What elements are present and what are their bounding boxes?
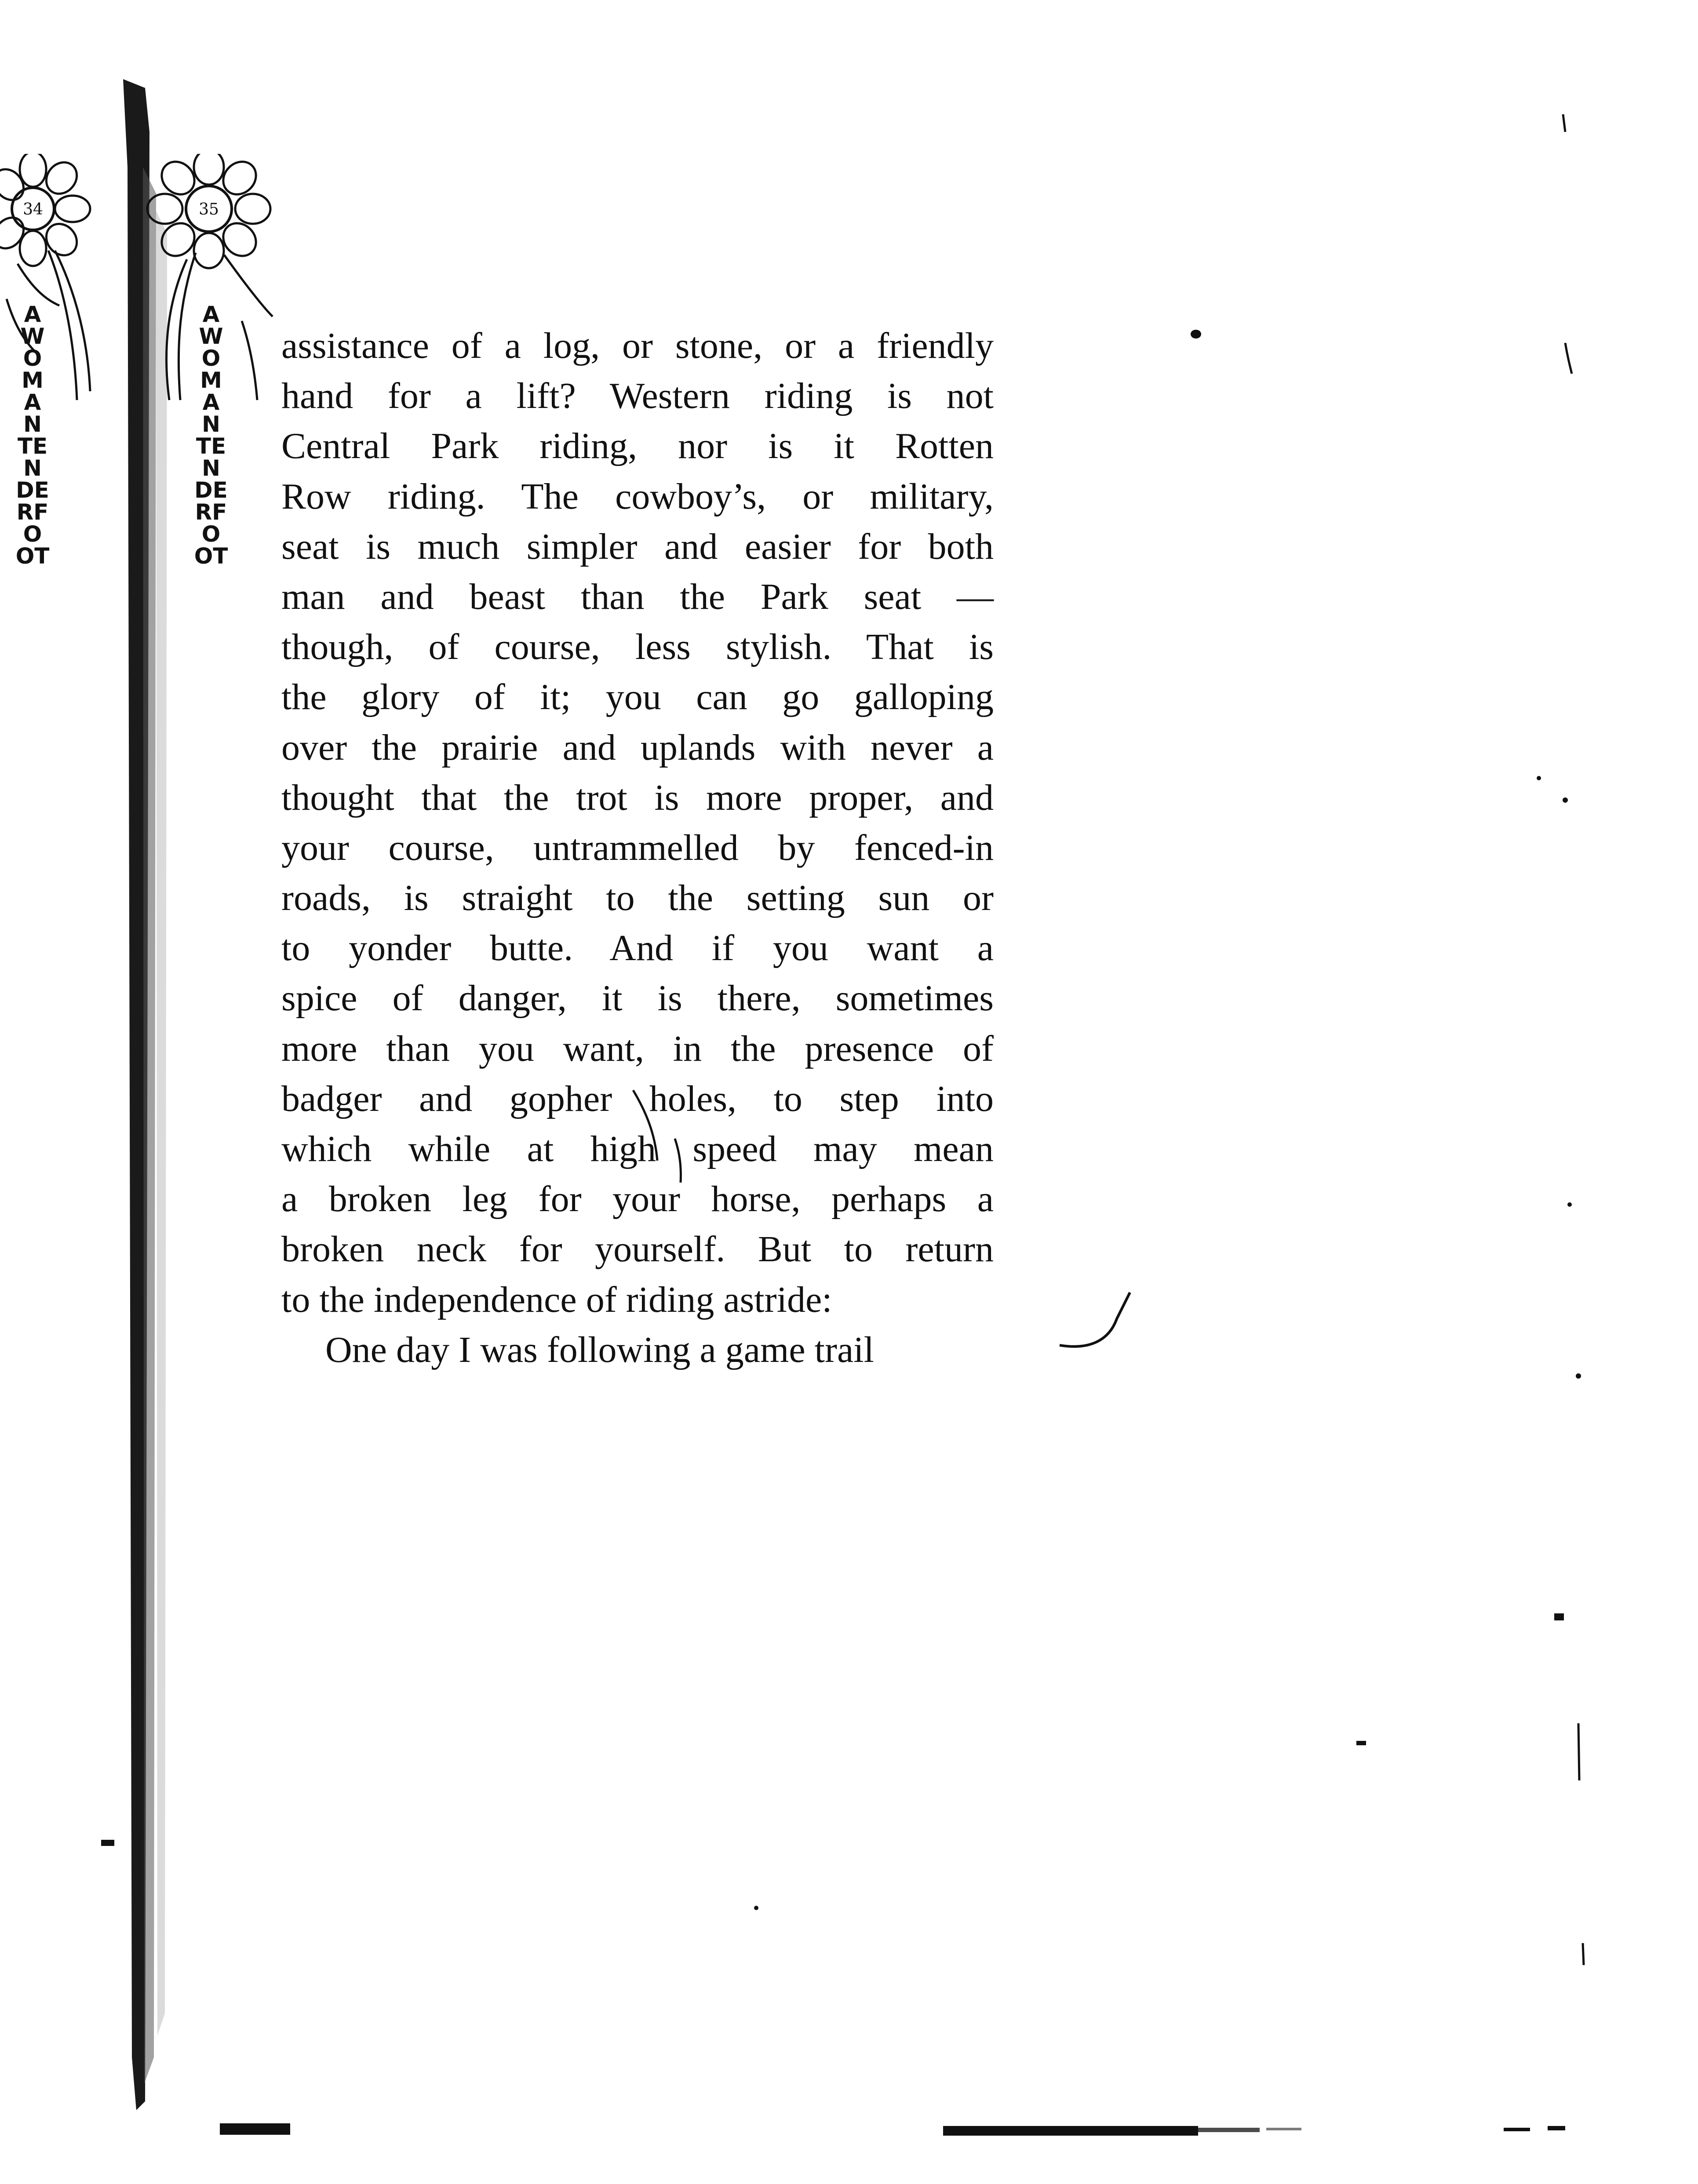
page-number-right: 35 (199, 200, 219, 218)
text-line: Central Park riding, nor is it Rotten (281, 426, 994, 467)
text-line: badger and gopher holes, to step into (281, 1078, 994, 1119)
scan-speck (1583, 1943, 1584, 1965)
scan-speck (1576, 1373, 1581, 1379)
text-line: man and beast than the Park seat — (281, 576, 994, 617)
text-line: roads, is straight to the setting sun or (281, 877, 994, 919)
bottom-rule-right (943, 2126, 1198, 2136)
text-line: to the independence of riding astride: (281, 1279, 832, 1320)
scan-speck (1548, 2126, 1565, 2130)
text-line: the glory of it; you can go galloping (281, 677, 994, 718)
scan-speck (1266, 2128, 1301, 2130)
body-text (281, 321, 994, 1375)
bottom-rule-left (220, 2123, 290, 2135)
scan-speck (1504, 2128, 1530, 2131)
text-line: your course, untrammelled by fenced-in (281, 827, 994, 868)
running-title-right: A WOMAN TENDERFOOT (194, 302, 228, 569)
text-line: a broken leg for your horse, perhaps a (281, 1179, 994, 1220)
text-line: thought that the trot is more proper, and (281, 777, 994, 818)
text-line: which while at high speed may mean (281, 1128, 994, 1169)
text-line: more than you want, in the presence of (281, 1028, 994, 1069)
text-line: seat is much simpler and easier for both (281, 526, 994, 567)
text-line: One day I was following a game trail (325, 1329, 874, 1370)
scan-speck (1563, 797, 1568, 803)
text-line: though, of course, less stylish. That is (281, 626, 994, 668)
bottom-rule-right (1198, 2128, 1260, 2132)
scan-speck (1565, 343, 1572, 374)
text-line: over the prairie and uplands with never a (281, 727, 994, 768)
running-title-left: A WOMAN TENDERFOOT (15, 302, 50, 569)
page-number-left: 34 (23, 200, 43, 218)
scan-speck (1537, 776, 1541, 780)
scan-speck (1356, 1741, 1366, 1745)
pen-stroke (1060, 1292, 1130, 1347)
text-line: hand for a lift? Western riding is not (281, 375, 994, 417)
text-line: to yonder butte. And if you want a (281, 928, 994, 969)
scan-speck (1563, 114, 1565, 132)
text-line: broken neck for yourself. But to return (281, 1229, 994, 1270)
scan-speck (1567, 1202, 1572, 1207)
scan-speck (101, 1840, 114, 1846)
scan-speck (754, 1906, 758, 1910)
text-line: Row riding. The cowboy’s, or military, (281, 476, 994, 517)
scan-speck (1191, 330, 1201, 339)
text-line: assistance of a log, or stone, or a friendly (281, 325, 994, 366)
scan-speck (1578, 1723, 1579, 1780)
scan-speck (1554, 1613, 1564, 1620)
text-line: spice of danger, it is there, sometimes (281, 978, 994, 1019)
